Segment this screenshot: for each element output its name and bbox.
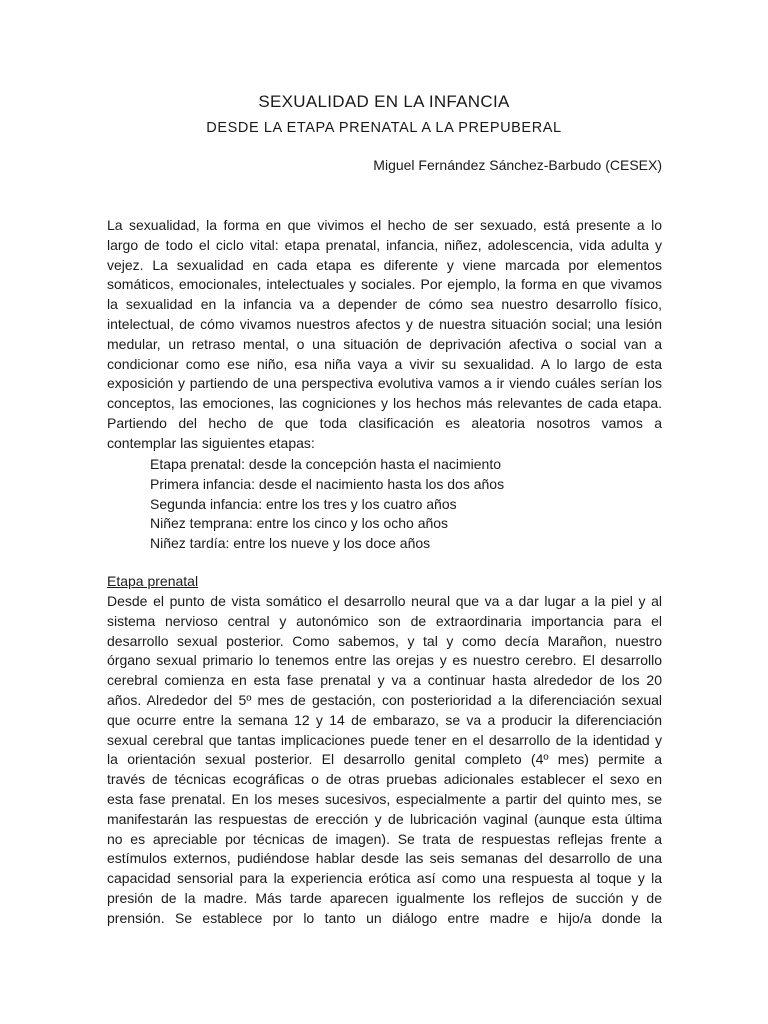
text-line: medular, un retraso mental, o una situación de deprivación afectiva o social van a: [107, 335, 662, 352]
document-subtitle: DESDE LA ETAPA PRENATAL A LA PREPUBERAL: [206, 120, 562, 136]
text-line: desarrollo sexual posterior. Como sabemos, y tal y como decía Marañon, nuestro: [107, 632, 662, 649]
stage-item: Niñez temprana: entre los cinco y los ocho años: [150, 515, 449, 532]
text-line: contemplar las siguientes etapas:: [107, 434, 315, 451]
stage-item: Niñez tardía: entre los nueve y los doce años: [150, 535, 431, 552]
text-line: años. Alrededor del 5º mes de gestación, con posterioridad a la diferenciación sexual: [107, 691, 662, 708]
text-line: la orientación sexual posterior. El desarrollo genital completo (4º mes) permite a: [107, 751, 662, 768]
text-line: estímulos externos, pudiéndose hablar desde las seis semanas del desarrollo de una: [107, 850, 662, 867]
intro-paragraph: [107, 216, 662, 454]
text-line: la sexualidad en la infancia va a depender de cómo sea nuestro desarrollo físico,: [107, 296, 662, 313]
stage-item: Primera infancia: desde el nacimiento hasta los dos años: [150, 475, 505, 492]
text-line: condicionar como ese niño, esa niña vaya a vivir su sexualidad. A lo largo de esta: [107, 355, 662, 372]
text-line: Desde el punto de vista somático el desarrollo neural que va a dar lugar a la piel y al: [107, 593, 662, 609]
text-line: no es apreciable por técnicas de imagen). Se trata de respuestas reflejas frente a: [107, 830, 662, 847]
text-line: Partiendo del hecho de que toda clasificación es aleatoria nosotros vamos a: [107, 414, 662, 431]
document-author: Miguel Fernández Sánchez-Barbudo (CESEX): [373, 157, 662, 173]
text-line: través de técnicas ecográficas o de otras pruebas adicionales establecer el sexo en: [107, 771, 662, 788]
text-line: capacidad sensorial para la experiencia erótica así como una respuesta al toque y la: [107, 870, 662, 887]
text-line: órgano sexual primario lo tenemos entre las orejas y es nuestro cerebro. El desarrollo: [107, 652, 662, 669]
text-line: sexual cerebral que tantas implicaciones puede tener en el desarrollo de la identidad y: [107, 731, 662, 748]
text-line: intelectual, de cómo vivamos nuestros afectos y de nuestra situación social; una lesión: [107, 315, 662, 332]
section-heading: Etapa prenatal: [107, 573, 199, 589]
text-line: esta fase prenatal. En los meses sucesivos, especialmente a partir del quinto mes, se: [107, 790, 662, 807]
stage-item: Segunda infancia: entre los tres y los cuatro años: [150, 495, 457, 512]
text-line: largo de todo el ciclo vital: etapa prenatal, infancia, niñez, adolescencia, vida adulta y: [107, 236, 662, 253]
text-line: sistema nervioso central y autonómico son de extraordinaria importancia para el: [107, 612, 662, 629]
text-line: manifestarán las respuestas de erección y de lubricación vaginal (aunque esta última: [107, 810, 662, 827]
text-line: vejez. La sexualidad en cada etapa es diferente y viene marcada por elementos: [107, 256, 662, 273]
text-line: presión de la madre. Más tarde aparecen igualmente los reflejos de succión y de: [107, 889, 662, 906]
section-paragraph: [107, 592, 662, 929]
document-title: SEXUALIDAD EN LA INFANCIA: [258, 92, 510, 111]
text-line: exposición y partiendo de una perspectiva evolutiva vamos a ir viendo cuáles serían los: [107, 375, 662, 392]
text-line: La sexualidad, la forma en que vivimos el hecho de ser sexuado, está presente a lo: [107, 217, 662, 233]
stage-item: Etapa prenatal: desde la concepción hasta el nacimiento: [150, 456, 502, 472]
text-line: prensión. Se establece por lo tanto un diálogo entre madre e hijo/a donde la: [107, 909, 662, 926]
text-line: cerebral comienza en esta fase prenatal y va a continuar hasta alrededor de los 20: [107, 672, 662, 689]
stages-list: [150, 455, 504, 554]
text-line: conceptos, las emociones, las cogniciones y los hechos más relevantes de cada etapa.: [107, 395, 662, 412]
text-line: somáticos, emocionales, intelectuales y sociales. Por ejemplo, la forma en que vivamos: [107, 276, 662, 293]
text-line: que ocurre entre la semana 12 y 14 de embarazo, se va a producir la diferenciación: [107, 711, 662, 728]
